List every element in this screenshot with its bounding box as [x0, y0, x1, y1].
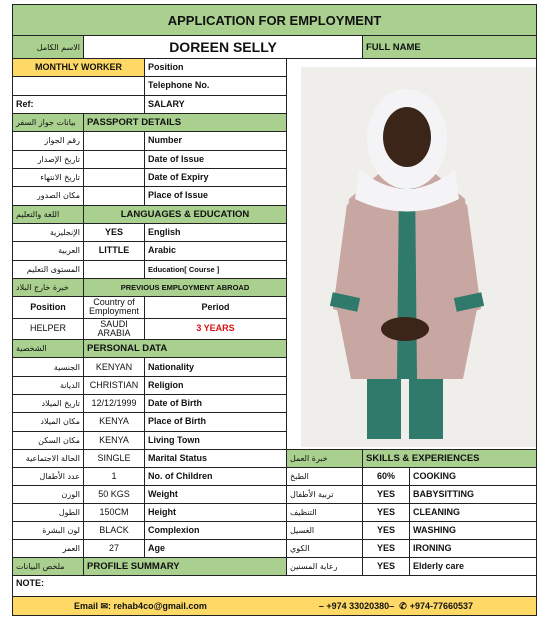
- employment-position-header: Position: [13, 297, 84, 318]
- position-value: MONTHLY WORKER: [13, 59, 145, 77]
- birth-place-value: KENYA: [84, 413, 145, 431]
- washing-arabic: الغسيل: [287, 522, 363, 540]
- birth-date-value: 12/12/1999: [84, 395, 145, 413]
- weight-value: 50 KGS: [84, 486, 145, 504]
- english-arabic: الإنجليزية: [13, 223, 84, 241]
- ref-label: Ref:: [13, 95, 145, 113]
- english-label: English: [145, 223, 287, 241]
- babysitting-arabic: تربية الأطفال: [287, 486, 363, 504]
- employment-period-header: Period: [145, 297, 287, 318]
- passport-expiry-date-value: [84, 168, 145, 186]
- footer-email[interactable]: Email ✉: rehab4co@gmail.com: [74, 600, 207, 611]
- babysitting-value: YES: [363, 486, 410, 504]
- children-value: 1: [84, 468, 145, 486]
- weight-arabic: الوزن: [13, 486, 84, 504]
- phone-icon: ✆: [399, 600, 407, 611]
- footer-contact: [13, 597, 537, 616]
- complexion-value: BLACK: [84, 522, 145, 540]
- complexion-arabic: لون البشرة: [13, 522, 84, 540]
- passport-expiry-date-label: Date of Expiry: [145, 168, 287, 186]
- employment-country-header: Country of Employment: [84, 297, 145, 318]
- passport-number-arabic: رقم الجواز: [13, 132, 84, 150]
- babysitting-label: BABYSITTING: [410, 486, 537, 504]
- employment-country-value: SAUDI ARABIA: [84, 318, 145, 339]
- religion-label: Religion: [145, 376, 287, 394]
- footer-phone-2[interactable]: +974-77660537: [409, 600, 474, 611]
- employment-heading: PREVIOUS EMPLOYMENT ABROAD: [84, 278, 287, 296]
- cooking-label: COOKING: [410, 468, 537, 486]
- footer-phone-1[interactable]: – +974 33020380–: [318, 600, 395, 611]
- birth-place-arabic: مكان الميلاد: [13, 413, 84, 431]
- elderly-care-arabic: رعاية المسنين: [287, 558, 363, 576]
- form-frame: [12, 4, 536, 624]
- cleaning-label: CLEANING: [410, 504, 537, 522]
- position-label: Position: [145, 59, 287, 77]
- living-town-value: KENYA: [84, 431, 145, 449]
- skills-heading: SKILLS & EXPERIENCES: [363, 450, 537, 468]
- employment-period-value: 3 YEARS: [145, 318, 287, 339]
- nationality-value: KENYAN: [84, 358, 145, 376]
- employment-arabic-heading: خبرة خارج البلاد: [13, 278, 84, 296]
- height-value: 150CM: [84, 504, 145, 522]
- profile-arabic-heading: ملخص البيانات: [13, 558, 84, 576]
- full-name-value: DOREEN SELLY: [84, 36, 363, 59]
- complexion-label: Complexion: [145, 522, 287, 540]
- profile-heading: PROFILE SUMMARY: [84, 558, 287, 576]
- birth-place-label: Place of Birth: [145, 413, 287, 431]
- elderly-care-value: YES: [363, 558, 410, 576]
- washing-value: YES: [363, 522, 410, 540]
- languages-arabic-heading: اللغة والتعليم: [13, 205, 84, 223]
- passport-issue-date-value: [84, 150, 145, 168]
- cleaning-arabic: التنظيف: [287, 504, 363, 522]
- personal-arabic-heading: الشخصية: [13, 340, 84, 358]
- passport-heading: PASSPORT DETAILS: [84, 113, 287, 131]
- nationality-label: Nationality: [145, 358, 287, 376]
- ironing-label: IRONING: [410, 540, 537, 558]
- english-value: YES: [84, 223, 145, 241]
- languages-heading: LANGUAGES & EDUCATION: [84, 205, 287, 223]
- age-arabic: العمر: [13, 540, 84, 558]
- passport-number-label: Number: [145, 132, 287, 150]
- washing-label: WASHING: [410, 522, 537, 540]
- education-label: Education[ Course ]: [145, 260, 287, 278]
- passport-arabic-heading: بيانات جواز السفر: [13, 113, 84, 131]
- form-title: APPLICATION FOR EMPLOYMENT: [13, 5, 537, 36]
- age-label: Age: [145, 540, 287, 558]
- arabic-arabic: العربية: [13, 242, 84, 260]
- passport-expiry-date-arabic: تاريخ الانتهاء: [13, 168, 84, 186]
- note-area: [13, 576, 537, 597]
- passport-issue-date-arabic: تاريخ الإصدار: [13, 150, 84, 168]
- arabic-value: LITTLE: [84, 242, 145, 260]
- passport-issue-place-label: Place of Issue: [145, 187, 287, 205]
- full-name-arabic-label: الاسم الكامل: [13, 36, 84, 59]
- employment-position-value: HELPER: [13, 318, 84, 339]
- application-form: [12, 4, 537, 616]
- weight-label: Weight: [145, 486, 287, 504]
- marital-status-value: SINGLE: [84, 450, 145, 468]
- salary-label: SALARY: [145, 95, 287, 113]
- cooking-arabic: الطبخ: [287, 468, 363, 486]
- personal-heading: PERSONAL DATA: [84, 340, 287, 358]
- nationality-arabic: الجنسية: [13, 358, 84, 376]
- age-value: 27: [84, 540, 145, 558]
- religion-value: CHRISTIAN: [84, 376, 145, 394]
- applicant-photo-image: [287, 59, 537, 449]
- arabic-label: Arabic: [145, 242, 287, 260]
- ironing-value: YES: [363, 540, 410, 558]
- education-value: [84, 260, 145, 278]
- passport-issue-date-label: Date of Issue: [145, 150, 287, 168]
- passport-issue-place-arabic: مكان الصدور: [13, 187, 84, 205]
- elderly-care-label: Elderly care: [410, 558, 537, 576]
- telephone-label: Telephone No.: [145, 77, 287, 95]
- living-town-label: Living Town: [145, 431, 287, 449]
- skills-arabic-heading: خبرة العمل: [287, 450, 363, 468]
- marital-status-label: Marital Status: [145, 450, 287, 468]
- education-arabic: المستوى التعليم: [13, 260, 84, 278]
- height-label: Height: [145, 504, 287, 522]
- full-name-label: FULL NAME: [363, 36, 537, 59]
- cooking-value: 60%: [363, 468, 410, 486]
- applicant-photo: [287, 59, 537, 450]
- marital-status-arabic: الحالة الاجتماعية: [13, 450, 84, 468]
- passport-issue-place-value: [84, 187, 145, 205]
- birth-date-label: Date of Birth: [145, 395, 287, 413]
- passport-number-value: [84, 132, 145, 150]
- living-town-arabic: مكان السكن: [13, 431, 84, 449]
- note-label: NOTE:: [16, 578, 44, 588]
- ironing-arabic: الكوي: [287, 540, 363, 558]
- children-arabic: عدد الأطفال: [13, 468, 84, 486]
- children-label: No. of Children: [145, 468, 287, 486]
- cleaning-value: YES: [363, 504, 410, 522]
- religion-arabic: الديانة: [13, 376, 84, 394]
- height-arabic: الطول: [13, 504, 84, 522]
- birth-date-arabic: تاريخ الميلاد: [13, 395, 84, 413]
